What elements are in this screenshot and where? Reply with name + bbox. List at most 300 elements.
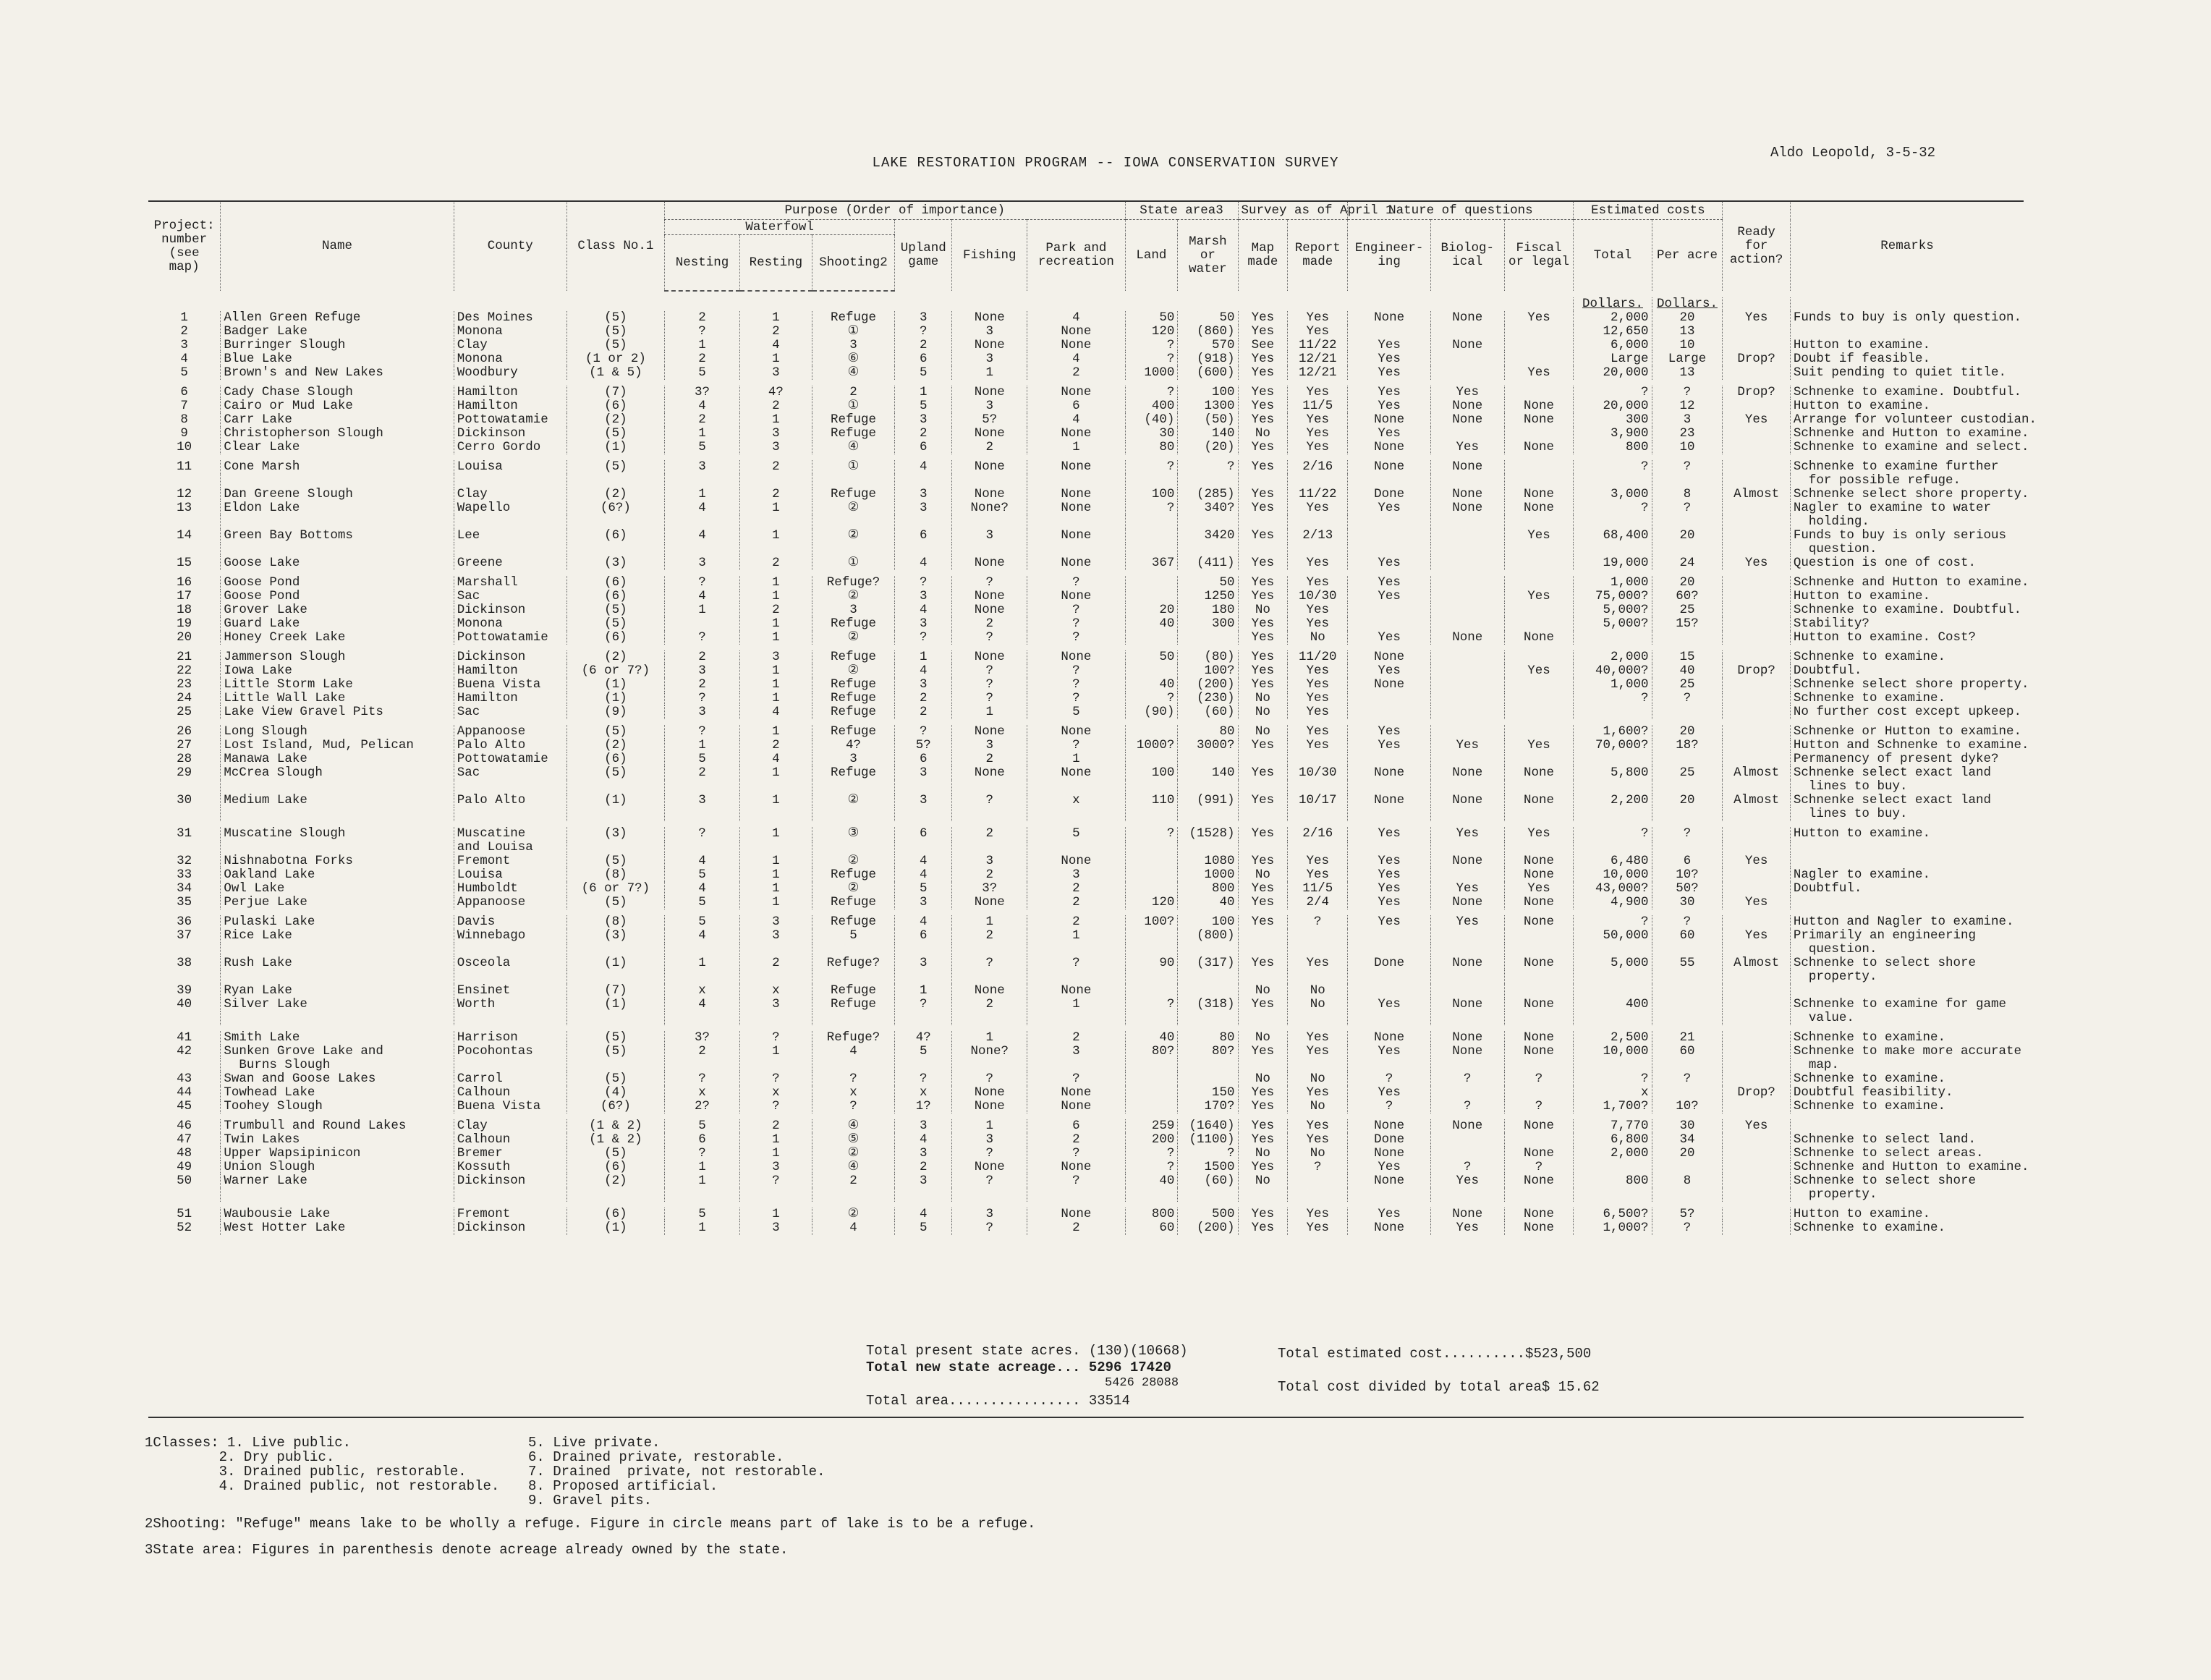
cell-ready: Yes xyxy=(1723,311,1791,325)
cell-per-acre: 21 xyxy=(1652,1031,1723,1045)
cell-class-no: (7) xyxy=(566,984,664,998)
cell-class-no: (3) xyxy=(566,827,664,841)
cell-total-cost xyxy=(1574,841,1652,854)
cell-shooting: Refuge xyxy=(812,488,894,501)
cell-marsh: 80 xyxy=(1178,725,1238,739)
cell-ready xyxy=(1723,827,1791,841)
cell-remarks: Doubtful feasibility. xyxy=(1790,1086,2024,1100)
cell-upland-game xyxy=(895,970,952,984)
cell-resting: 3 xyxy=(739,1221,812,1235)
cell-total-cost: 1,700? xyxy=(1574,1100,1652,1113)
table-row xyxy=(148,956,2024,970)
cell-total-cost xyxy=(1574,780,1652,794)
cell-name: Little Wall Lake xyxy=(221,692,454,705)
cell-fishing xyxy=(952,1011,1027,1025)
cell-upland-game: 3 xyxy=(895,488,952,501)
class-definition: 9. Gravel pits. xyxy=(528,1493,653,1509)
cell-engineering: Yes xyxy=(1348,915,1430,929)
cell-fiscal: None xyxy=(1504,488,1574,501)
cell-name: Union Slough xyxy=(221,1161,454,1174)
cell-land xyxy=(1125,1059,1178,1072)
cell-fishing xyxy=(952,1059,1027,1072)
cell-fiscal: None xyxy=(1504,956,1574,970)
cell-fishing: ? xyxy=(952,1221,1027,1235)
cell-upland-game: 4 xyxy=(895,1133,952,1147)
cell-resting: 1 xyxy=(739,631,812,645)
cell-project-number: 9 xyxy=(180,426,188,441)
cell-fiscal xyxy=(1504,1086,1574,1100)
cell-per-acre xyxy=(1652,1059,1723,1072)
cell-ready xyxy=(1723,1059,1791,1072)
cell-name: Trumbull and Round Lakes xyxy=(221,1119,454,1133)
cell-fiscal xyxy=(1504,386,1574,399)
cell-county: Louisa xyxy=(454,868,566,882)
cell-remarks: Doubtful. xyxy=(1790,664,2024,678)
cell-total-cost xyxy=(1574,970,1652,984)
cell-upland-game: 5 xyxy=(895,399,952,413)
cell-fishing: ? xyxy=(952,1174,1027,1188)
cell-nesting: 3 xyxy=(664,664,739,678)
cell-map-made: No xyxy=(1238,427,1288,441)
table-row xyxy=(148,311,2024,325)
cell-engineering: ? xyxy=(1348,1072,1430,1086)
cell-name: Lost Island, Mud, Pelican xyxy=(221,739,454,752)
cell-nesting: 1 xyxy=(664,1174,739,1188)
cell-project-number: 45 xyxy=(177,1099,192,1113)
cell-fishing xyxy=(952,543,1027,556)
cell-engineering: Yes xyxy=(1348,631,1430,645)
cell-per-acre: ? xyxy=(1652,460,1723,474)
cell-upland-game: ? xyxy=(895,631,952,645)
table-row xyxy=(148,352,2024,366)
cell-county: Hamilton xyxy=(454,399,566,413)
col-ready: Ready for action? xyxy=(1723,201,1791,291)
cell-engineering xyxy=(1348,970,1430,984)
cell-name: Nishnabotna Forks xyxy=(221,854,454,868)
cell-park-recreation: None xyxy=(1027,501,1125,515)
cell-park-recreation: None xyxy=(1027,339,1125,352)
cell-ready xyxy=(1723,998,1791,1011)
cell-county: Appanoose xyxy=(454,896,566,909)
cell-nesting: x xyxy=(664,1086,739,1100)
cell-class-no: (6) xyxy=(566,752,664,766)
cell-engineering xyxy=(1348,692,1430,705)
cell-report-made: Yes xyxy=(1288,441,1348,454)
cell-remarks: Doubt if feasible. xyxy=(1790,352,2024,366)
cell-upland-game: 3 xyxy=(895,956,952,970)
cell-class-no: (1 & 5) xyxy=(566,366,664,380)
cell-county: Sac xyxy=(454,705,566,719)
cell-project-number: 35 xyxy=(177,895,192,909)
table-row xyxy=(148,984,2024,998)
table-row xyxy=(148,339,2024,352)
cell-per-acre: 25 xyxy=(1652,766,1723,780)
cell-class-no: (6) xyxy=(566,1161,664,1174)
cell-fiscal: Yes xyxy=(1504,664,1574,678)
cell-name: Allen Green Refuge xyxy=(221,311,454,325)
cell-report-made xyxy=(1288,543,1348,556)
cell-class-no: (5) xyxy=(566,854,664,868)
cell-resting: 2 xyxy=(739,956,812,970)
cell-fiscal: ? xyxy=(1504,1100,1574,1113)
cell-ready: Drop? xyxy=(1723,352,1791,366)
cell-remarks: property. xyxy=(1790,1188,2024,1202)
cell-biological: None xyxy=(1430,1208,1504,1221)
cell-resting: 2 xyxy=(739,399,812,413)
cell-park-recreation: None xyxy=(1027,1161,1125,1174)
cell-resting: 3 xyxy=(739,929,812,943)
cell-report-made: No xyxy=(1288,1072,1348,1086)
cell-map-made: No xyxy=(1238,603,1288,617)
cell-ready xyxy=(1723,474,1791,488)
cell-remarks xyxy=(1790,1119,2024,1133)
cell-land: 120 xyxy=(1125,325,1178,339)
cell-class-no xyxy=(566,807,664,821)
cell-fishing: ? xyxy=(952,1147,1027,1161)
cell-resting: 1 xyxy=(739,794,812,807)
cell-total-cost: 1,000? xyxy=(1574,1221,1652,1235)
cell-fishing xyxy=(952,807,1027,821)
cell-name: Silver Lake xyxy=(221,998,454,1011)
cell-park-recreation: None xyxy=(1027,1208,1125,1221)
cell-land: 80? xyxy=(1125,1045,1178,1059)
cell-resting: 1 xyxy=(739,501,812,515)
cell-ready xyxy=(1723,515,1791,529)
cell-ready: Yes xyxy=(1723,896,1791,909)
cell-ready: Yes xyxy=(1723,1119,1791,1133)
cell-remarks: Schnenke to examine. xyxy=(1790,1072,2024,1086)
col-biological: Biolog-ical xyxy=(1430,220,1504,292)
cell-upland-game: 1 xyxy=(895,650,952,664)
cell-total-cost: 68,400 xyxy=(1574,529,1652,543)
cell-ready xyxy=(1723,1045,1791,1059)
cell-ready xyxy=(1723,543,1791,556)
cell-nesting: 3 xyxy=(664,556,739,570)
cell-per-acre: ? xyxy=(1652,915,1723,929)
cell-biological xyxy=(1430,1059,1504,1072)
header-estimated-costs: Estimated costs xyxy=(1574,201,1723,220)
cell-engineering: Done xyxy=(1348,1133,1430,1147)
cell-per-acre: 12 xyxy=(1652,399,1723,413)
cell-upland-game: ? xyxy=(895,998,952,1011)
cell-name: Little Storm Lake xyxy=(221,678,454,692)
cell-shooting: ② xyxy=(812,794,894,807)
cell-land: 30 xyxy=(1125,427,1178,441)
cell-total-cost: 400 xyxy=(1574,998,1652,1011)
cell-marsh: ? xyxy=(1178,460,1238,474)
cell-engineering: None xyxy=(1348,413,1430,427)
cell-nesting: 1 xyxy=(664,339,739,352)
cell-project-number: 22 xyxy=(177,663,192,678)
cell-park-recreation: ? xyxy=(1027,692,1125,705)
cell-resting: 1 xyxy=(739,576,812,590)
cell-shooting xyxy=(812,1188,894,1202)
cell-remarks: No further cost except upkeep. xyxy=(1790,705,2024,719)
cell-county: Palo Alto xyxy=(454,794,566,807)
cell-per-acre xyxy=(1652,943,1723,956)
cell-fishing: 3 xyxy=(952,352,1027,366)
cell-ready xyxy=(1723,984,1791,998)
cell-remarks: Suit pending to quiet title. xyxy=(1790,366,2024,380)
cell-shooting: Refuge xyxy=(812,725,894,739)
cell-county: Dickinson xyxy=(454,650,566,664)
cell-shooting: Refuge xyxy=(812,998,894,1011)
cell-biological: None xyxy=(1430,766,1504,780)
cell-ready: Drop? xyxy=(1723,386,1791,399)
cell-map-made: No xyxy=(1238,725,1288,739)
cell-land xyxy=(1125,752,1178,766)
cell-fiscal: Yes xyxy=(1504,366,1574,380)
cell-biological xyxy=(1430,366,1504,380)
cell-per-acre xyxy=(1652,1161,1723,1174)
cell-class-no: (3) xyxy=(566,929,664,943)
table-row xyxy=(148,366,2024,380)
cell-remarks xyxy=(1790,854,2024,868)
cell-fiscal: Yes xyxy=(1504,590,1574,603)
cell-engineering xyxy=(1348,984,1430,998)
cell-project-number: 48 xyxy=(177,1146,192,1161)
cell-upland-game: 1 xyxy=(895,386,952,399)
cell-resting: 3 xyxy=(739,1161,812,1174)
cell-resting: 2 xyxy=(739,556,812,570)
cell-shooting: ? xyxy=(812,1100,894,1113)
cell-nesting xyxy=(664,970,739,984)
cell-per-acre: 20 xyxy=(1652,311,1723,325)
cell-ready xyxy=(1723,501,1791,515)
cell-name: Waubousie Lake xyxy=(221,1208,454,1221)
cell-upland-game: ? xyxy=(895,1072,952,1086)
cell-total-cost xyxy=(1574,984,1652,998)
cell-map-made: No xyxy=(1238,692,1288,705)
cell-resting: ? xyxy=(739,1031,812,1045)
cell-nesting: 5 xyxy=(664,366,739,380)
cell-total-cost: 7,770 xyxy=(1574,1119,1652,1133)
cell-name: Dan Greene Slough xyxy=(221,488,454,501)
cell-biological: ? xyxy=(1430,1161,1504,1174)
cell-class-no: (5) xyxy=(566,1147,664,1161)
cell-biological: Yes xyxy=(1430,441,1504,454)
cell-shooting: 3 xyxy=(812,603,894,617)
cell-per-acre xyxy=(1652,543,1723,556)
cell-project-number: 2 xyxy=(180,324,188,339)
cell-land xyxy=(1125,970,1178,984)
header-state-area: State area3 xyxy=(1125,201,1238,220)
cell-fishing: 2 xyxy=(952,868,1027,882)
cell-per-acre: 13 xyxy=(1652,366,1723,380)
cell-total-cost: 800 xyxy=(1574,441,1652,454)
cell-engineering: Yes xyxy=(1348,556,1430,570)
cell-fiscal: None xyxy=(1504,1119,1574,1133)
cell-land: 50 xyxy=(1125,311,1178,325)
cell-fishing: ? xyxy=(952,794,1027,807)
cell-fiscal: None xyxy=(1504,896,1574,909)
cell-fiscal xyxy=(1504,725,1574,739)
cell-county: Lee xyxy=(454,529,566,543)
cell-report-made: No xyxy=(1288,1100,1348,1113)
cell-name: Brown's and New Lakes xyxy=(221,366,454,380)
cell-resting: 2 xyxy=(739,739,812,752)
cell-name: Carr Lake xyxy=(221,413,454,427)
cell-resting: x xyxy=(739,984,812,998)
table-row xyxy=(148,827,2024,841)
cell-county: Marshall xyxy=(454,576,566,590)
cell-resting: 1 xyxy=(739,678,812,692)
cell-fishing: 1 xyxy=(952,705,1027,719)
class-definition: 1Classes: 1. Live public. xyxy=(145,1435,352,1451)
cell-park-recreation: ? xyxy=(1027,1147,1125,1161)
cell-engineering xyxy=(1348,1011,1430,1025)
cell-report-made: Yes xyxy=(1288,739,1348,752)
cell-report-made: 10/30 xyxy=(1288,590,1348,603)
cell-nesting xyxy=(664,807,739,821)
cell-fiscal: None xyxy=(1504,766,1574,780)
cell-fishing: ? xyxy=(952,631,1027,645)
header-survey: Survey as of April 1 xyxy=(1238,201,1348,220)
cell-engineering xyxy=(1348,929,1430,943)
table-row xyxy=(148,1072,2024,1086)
cell-ready xyxy=(1723,1161,1791,1174)
cell-engineering: None xyxy=(1348,1147,1430,1161)
cell-report-made xyxy=(1288,807,1348,821)
cell-marsh: 100 xyxy=(1178,915,1238,929)
cell-fiscal xyxy=(1504,352,1574,366)
cell-fishing xyxy=(952,943,1027,956)
cell-project-number: 41 xyxy=(177,1030,192,1045)
cell-marsh: (50) xyxy=(1178,413,1238,427)
cell-project-number: 28 xyxy=(177,752,192,766)
cell-name: Medium Lake xyxy=(221,794,454,807)
cell-marsh: 300 xyxy=(1178,617,1238,631)
cell-engineering xyxy=(1348,1188,1430,1202)
cell-land: 100? xyxy=(1125,915,1178,929)
cell-engineering: None xyxy=(1348,650,1430,664)
cell-shooting: Refuge xyxy=(812,766,894,780)
cell-upland-game: 5? xyxy=(895,739,952,752)
cell-total-cost: ? xyxy=(1574,501,1652,515)
cell-land xyxy=(1125,529,1178,543)
cell-park-recreation: ? xyxy=(1027,617,1125,631)
cell-marsh xyxy=(1178,1072,1238,1086)
cell-map-made: Yes xyxy=(1238,460,1288,474)
cell-per-acre: Large xyxy=(1652,352,1723,366)
cell-fiscal xyxy=(1504,339,1574,352)
cell-ready xyxy=(1723,427,1791,441)
cell-upland-game: 4 xyxy=(895,854,952,868)
cell-remarks: Schnenke to examine. xyxy=(1790,1221,2024,1235)
cell-county: Ensinet xyxy=(454,984,566,998)
units-total: Dollars. xyxy=(1574,297,1652,311)
cell-engineering: Yes xyxy=(1348,725,1430,739)
cell-remarks: Schnenke to examine. xyxy=(1790,650,2024,664)
cell-park-recreation: None xyxy=(1027,427,1125,441)
cell-shooting: ? xyxy=(812,1072,894,1086)
cell-park-recreation: ? xyxy=(1027,1174,1125,1188)
cell-resting: x xyxy=(739,1086,812,1100)
cell-nesting: 3? xyxy=(664,386,739,399)
cell-marsh: 1000 xyxy=(1178,868,1238,882)
cell-ready xyxy=(1723,915,1791,929)
cell-nesting: 5 xyxy=(664,752,739,766)
cell-name: Owl Lake xyxy=(221,882,454,896)
cell-biological xyxy=(1430,529,1504,543)
cell-park-recreation: None xyxy=(1027,1100,1125,1113)
cell-ready xyxy=(1723,399,1791,413)
footnote-classes xyxy=(145,1435,1035,1507)
cell-shooting: ② xyxy=(812,590,894,603)
cell-biological: Yes xyxy=(1430,915,1504,929)
cell-project-number: 14 xyxy=(177,528,192,543)
cell-total-cost: 3,900 xyxy=(1574,427,1652,441)
cell-biological xyxy=(1430,780,1504,794)
table-row xyxy=(148,515,2024,529)
cell-upland-game: 3 xyxy=(895,794,952,807)
col-remarks: Remarks xyxy=(1790,201,2024,291)
cell-marsh: (991) xyxy=(1178,794,1238,807)
cell-map-made xyxy=(1238,1011,1288,1025)
cell-nesting: 4 xyxy=(664,998,739,1011)
cell-land xyxy=(1125,590,1178,603)
group-spacer xyxy=(148,1113,2024,1119)
cell-per-acre: 23 xyxy=(1652,427,1723,441)
cell-resting: 1 xyxy=(739,590,812,603)
cell-shooting: ② xyxy=(812,854,894,868)
cell-name: Honey Creek Lake xyxy=(221,631,454,645)
cell-remarks: Hutton to examine. xyxy=(1790,399,2024,413)
cell-upland-game: 4 xyxy=(895,603,952,617)
cell-report-made: Yes xyxy=(1288,617,1348,631)
cell-class-no: (8) xyxy=(566,915,664,929)
spacer-cell xyxy=(148,909,2024,915)
cell-project-number xyxy=(148,543,221,556)
footnote-shooting: 2Shooting: "Refuge" means lake to be wholly a refuge. Figure in circle means part of lake is to be a refuge. xyxy=(145,1516,1036,1532)
cell-ready xyxy=(1723,882,1791,896)
cell-park-recreation xyxy=(1027,1188,1125,1202)
cell-marsh: (318) xyxy=(1178,998,1238,1011)
cell-per-acre: 8 xyxy=(1652,488,1723,501)
cell-nesting: ? xyxy=(664,576,739,590)
cell-marsh xyxy=(1178,780,1238,794)
cell-total-cost: 5,800 xyxy=(1574,766,1652,780)
cell-resting: 4 xyxy=(739,752,812,766)
cell-marsh: (200) xyxy=(1178,678,1238,692)
cell-engineering: Done xyxy=(1348,956,1430,970)
cell-class-no: (2) xyxy=(566,488,664,501)
cell-shooting xyxy=(812,474,894,488)
cell-biological: ? xyxy=(1430,1072,1504,1086)
cell-shooting: ② xyxy=(812,1147,894,1161)
cell-map-made xyxy=(1238,752,1288,766)
cell-engineering: None xyxy=(1348,460,1430,474)
cell-per-acre: 10 xyxy=(1652,441,1723,454)
cell-upland-game: 3 xyxy=(895,311,952,325)
cell-biological: None xyxy=(1430,1045,1504,1059)
cell-land xyxy=(1125,725,1178,739)
cell-fiscal: None xyxy=(1504,1045,1574,1059)
cell-land: ? xyxy=(1125,998,1178,1011)
cell-biological: Yes xyxy=(1430,882,1504,896)
cell-county xyxy=(454,807,566,821)
cell-class-no: (5) xyxy=(566,311,664,325)
cell-land xyxy=(1125,868,1178,882)
cell-name: Muscatine Slough xyxy=(221,827,454,841)
cell-report-made: Yes xyxy=(1288,1031,1348,1045)
cell-biological: None xyxy=(1430,488,1504,501)
cell-nesting: ? xyxy=(664,325,739,339)
cell-ready xyxy=(1723,1147,1791,1161)
col-project-number: Project: number (see map) xyxy=(148,201,221,291)
cell-land: ? xyxy=(1125,827,1178,841)
cell-county: Bremer xyxy=(454,1147,566,1161)
